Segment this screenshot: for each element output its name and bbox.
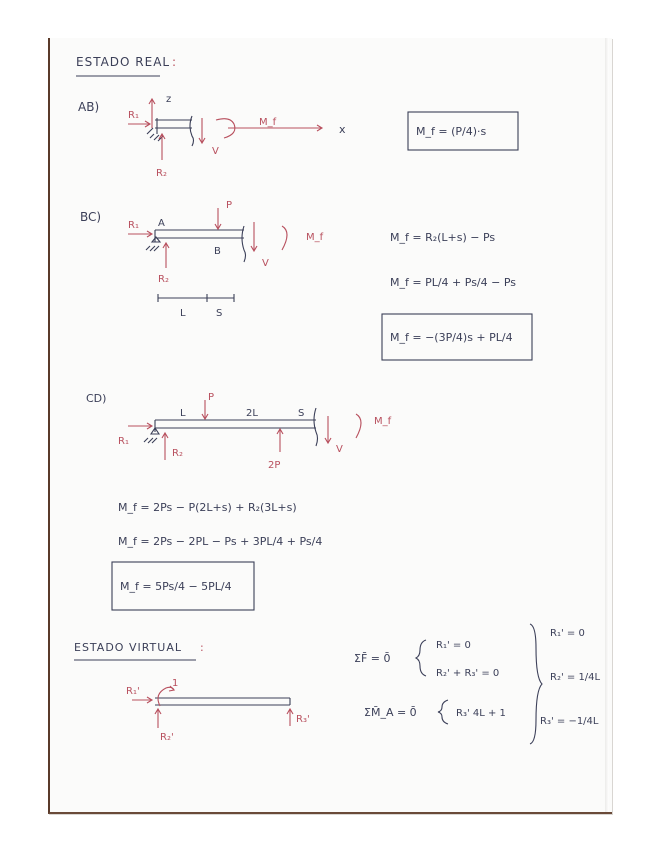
heading-estado-virtual: ESTADO VIRTUAL <box>74 641 182 654</box>
bc-dim-l: L <box>180 308 186 319</box>
sum-forces: ΣF̄ = 0̄ <box>354 652 391 665</box>
virtual-r1: R₁' <box>126 686 140 697</box>
cd-diagram <box>128 400 361 460</box>
bc-dim-s: S <box>216 308 223 319</box>
bc-diagram <box>128 208 287 302</box>
cd-s: S <box>298 408 305 419</box>
sum-forces-eq1: R₁' = 0 <box>436 640 471 651</box>
ab-mf: M_f <box>259 117 277 128</box>
virtual-unit-moment: 1 <box>172 678 179 689</box>
result-r3: R₃' = −1/4L <box>540 716 599 727</box>
virtual-r3: R₃' <box>296 714 310 725</box>
bc-eq1: M_f = R₂(L+s) − Ps <box>390 231 496 244</box>
cd-2l: 2L <box>246 408 258 419</box>
cd-result: M_f = 5Ps/4 − 5PL/4 <box>120 580 232 593</box>
ab-result: M_f = (P/4)·s <box>416 125 487 138</box>
brace-moments <box>438 700 448 724</box>
cd-l: L <box>180 408 186 419</box>
cd-eq1: M_f = 2Ps − P(2L+s) + R₂(3L+s) <box>118 501 297 514</box>
ab-r1: R₁ <box>128 110 139 121</box>
bc-b: B <box>214 246 221 257</box>
bc-r1: R₁ <box>128 220 139 231</box>
heading-estado-real: ESTADO REAL <box>76 55 171 69</box>
bc-p: P <box>226 200 233 211</box>
brace-forces <box>416 640 426 676</box>
virtual-diagram <box>132 686 293 728</box>
bc-result: M_f = −(3P/4)s + PL/4 <box>390 331 513 344</box>
ab-x: x <box>339 123 346 136</box>
ab-v: V <box>212 146 219 157</box>
ab-z: z <box>166 94 172 105</box>
bc-mf: M_f <box>306 232 324 243</box>
ab-r2: R₂ <box>156 168 167 179</box>
section-label-bc: BC) <box>80 210 102 224</box>
bc-v: V <box>262 258 269 269</box>
bc-r2: R₂ <box>158 274 169 285</box>
cd-r1: R₁ <box>118 436 129 447</box>
cd-2p: 2P <box>268 460 281 471</box>
cd-p-top: P <box>208 392 215 403</box>
cd-r2: R₂ <box>172 448 183 459</box>
cd-v: V <box>336 444 343 455</box>
ab-diagram <box>128 99 322 160</box>
virtual-r2: R₂' <box>160 732 174 743</box>
cd-eq2: M_f = 2Ps − 2PL − Ps + 3PL/4 + Ps/4 <box>118 535 323 548</box>
sum-moments-eq: R₃' 4L + 1 <box>456 708 506 719</box>
bc-a: A <box>158 218 165 229</box>
cd-mf: M_f <box>374 416 392 427</box>
sum-forces-eq2: R₂' + R₃' = 0 <box>436 668 500 679</box>
heading-virtual-colon: : <box>200 641 204 654</box>
heading-colon: : <box>172 55 177 69</box>
bc-eq2: M_f = PL/4 + Ps/4 − Ps <box>390 276 517 289</box>
section-label-ab: AB) <box>78 100 100 114</box>
section-label-cd: CD) <box>86 392 107 405</box>
result-r1: R₁' = 0 <box>550 628 585 639</box>
result-r2: R₂' = 1/4L <box>550 672 601 683</box>
sum-moments: ΣM̄_A = 0̄ <box>364 706 417 719</box>
